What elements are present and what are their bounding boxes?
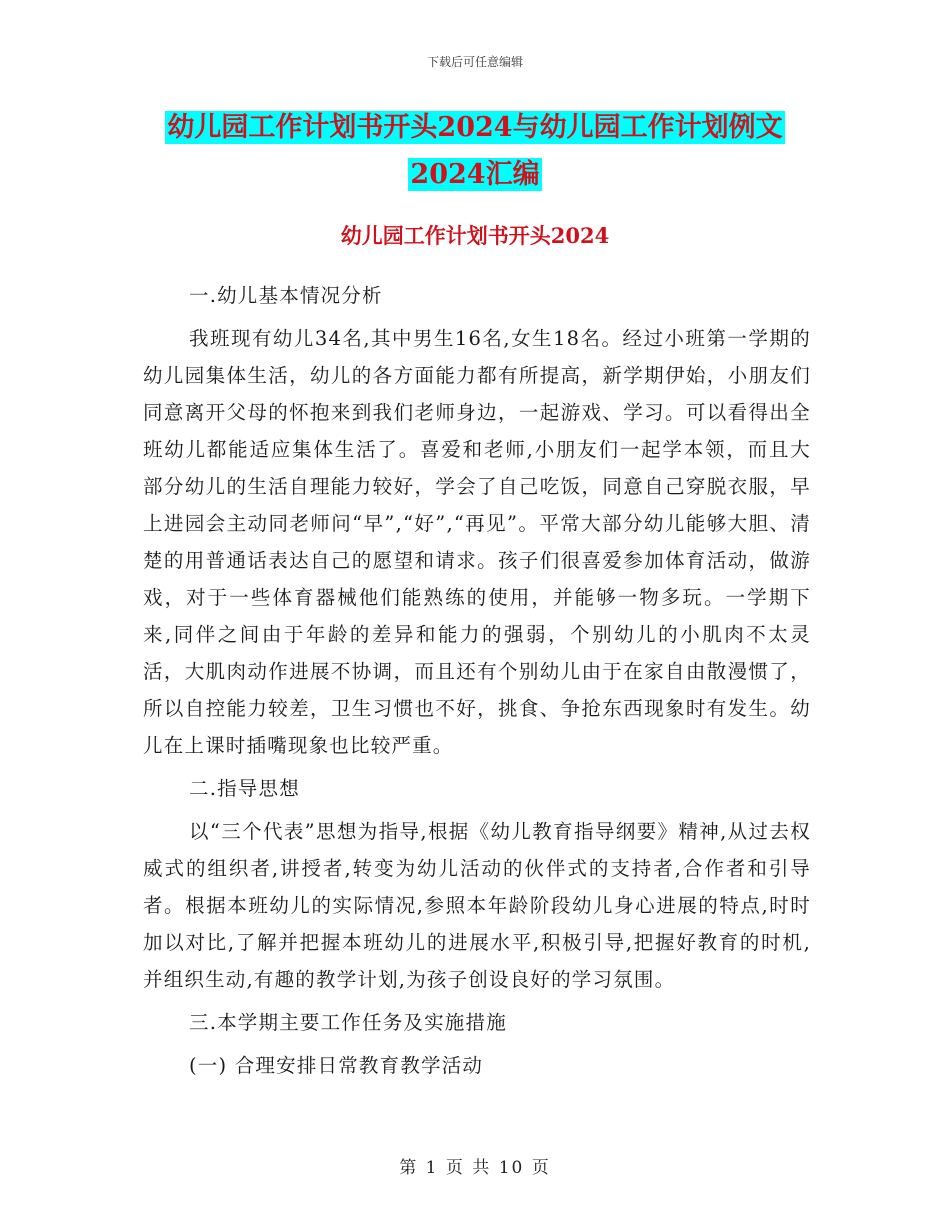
document-title-line-2 bbox=[0, 155, 950, 195]
section1-paragraph: 我班现有幼儿34名,其中男生16名,女生18名。经过小班第一学期的幼儿园集体生活，幼儿的各方面能力都有所提高，新学期伊始，小朋友们同意离开父母的怀抱来到我们老师身边，一起游戏、学习。可以看得出全班幼儿都能适应集体生活了。喜爱和老师,小朋友们一起学本领，而且大部分幼儿的生活自理能力较好，学会了自己吃饭，同意自己穿脱衣服，早上进园会主动同老师问“早”,“好”,“再见”。平常大部分幼儿能够大胆、清楚的用普通话表达自己的愿望和请求。孩子们很喜爱参加体育活动，做游戏，对于一些体育器械他们能熟练的使用，并能够一物多玩。一学期下来,同伴之间由于年龄的差异和能力的强弱，个别幼儿的小肌肉不太灵活，大肌肉动作进展不协调，而且还有个别幼儿由于在家自由散漫惯了，所以自控能力较差，卫生习惯也不好，挑食、争抢东西现象时有发生。幼儿在上课时插嘴现象也比较严重。 bbox=[143, 327, 811, 757]
header-note: 下载后可任意编辑 bbox=[426, 55, 523, 69]
section3-subheading: (一) 合理安排日常教育教学活动 bbox=[189, 1054, 484, 1077]
document-title-line-1 bbox=[0, 108, 950, 148]
section2-heading: 二.指导思想 bbox=[189, 777, 300, 800]
section-title: 幼儿园工作计划书开头2024 bbox=[340, 223, 610, 248]
title-highlight: 2024汇编 bbox=[410, 159, 540, 190]
section1-heading: 一.幼儿基本情况分析 bbox=[189, 284, 383, 307]
title-highlight: 幼儿园工作计划书开头2024与幼儿园工作计划例文 bbox=[167, 112, 783, 143]
section3-heading: 三.本学期主要工作任务及实施措施 bbox=[189, 1011, 507, 1034]
page-footer: 第 1 页 共 10 页 bbox=[399, 1158, 551, 1178]
document-body bbox=[143, 277, 811, 1084]
section2-paragraph: 以“三个代表”思想为指导,根据《幼儿教育指导纲要》精神,从过去权威式的组织者,讲授者,转变为幼儿活动的伙伴式的支持者,合作者和引导者。根据本班幼儿的实际情况,参照本年龄阶段幼儿身心进展的特点,时时加以对比,了解并把握本班幼儿的进展水平,积极引导,把握好教育的时机,并组织生动,有趣的教学计划,为孩子创设良好的学习氛围。 bbox=[143, 820, 811, 991]
